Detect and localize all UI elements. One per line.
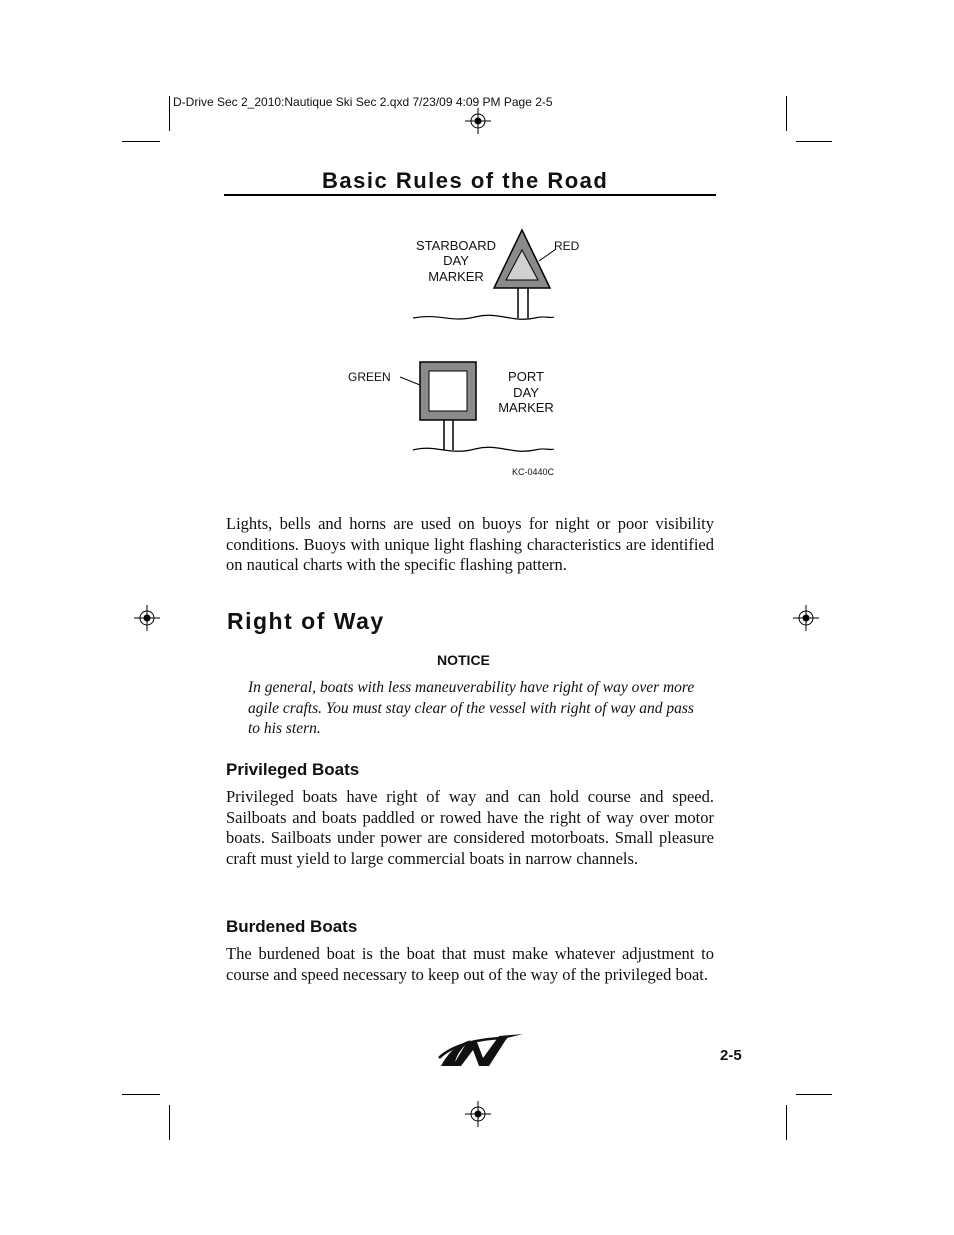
crop-mark xyxy=(796,1094,832,1095)
page-number: 2-5 xyxy=(720,1047,742,1064)
port-square-inner xyxy=(429,371,467,411)
burdened-boats-heading: Burdened Boats xyxy=(226,917,358,936)
privileged-boats-heading: Privileged Boats xyxy=(226,760,360,779)
nautique-logo-icon xyxy=(437,1032,525,1070)
crop-mark xyxy=(122,141,160,142)
figure-code: KC-0440C xyxy=(512,467,555,477)
registration-mark-icon xyxy=(463,106,493,136)
notice-label: NOTICE xyxy=(437,652,490,668)
right-of-way-heading: Right of Way xyxy=(227,608,385,634)
registration-mark-icon xyxy=(463,1099,493,1129)
privileged-boats-paragraph: Privileged boats have right of way and can hold course and speed. Sailboats and boats paddled or rowed have the right of way over motor boats. Sailboats under power are considered motorboats. Small pleasure craft must yield to large commercial boats in narrow channels. xyxy=(226,787,714,868)
burdened-boats-paragraph: The burdened boat is the boat that must make whatever adjustment to course and speed necessary to keep out of the way of the privileged boat. xyxy=(226,944,714,984)
crop-mark xyxy=(786,1105,787,1140)
water-line xyxy=(413,315,554,319)
starboard-label-line2: DAY xyxy=(443,253,469,268)
port-label-line1: PORT xyxy=(508,369,544,384)
crop-mark xyxy=(786,96,787,131)
crop-mark xyxy=(796,141,832,142)
print-slug-line: D-Drive Sec 2_2010:Nautique Ski Sec 2.qxd 7/23/09 4:09 PM Page 2-5 xyxy=(173,95,553,109)
port-label-line2: DAY xyxy=(513,385,539,400)
port-label-line3: MARKER xyxy=(498,400,554,415)
registration-mark-icon xyxy=(791,603,821,633)
water-line xyxy=(413,447,554,451)
red-label: RED xyxy=(554,239,580,253)
intro-paragraph: Lights, bells and horns are used on buoys for night or poor visibility conditions. Buoys with unique light flashing characteristics are identified on nautical charts with the specific flashing pattern. xyxy=(226,514,714,574)
registration-mark-icon xyxy=(132,603,162,633)
notice-text: In general, boats with less maneuverability have right of way over more agile crafts. You must stay clear of the vessel with right of way and pass to his stern. xyxy=(248,679,695,737)
green-label: GREEN xyxy=(348,370,391,384)
title-rule xyxy=(224,194,716,196)
crop-mark xyxy=(169,1105,170,1140)
starboard-label-line3: MARKER xyxy=(428,269,484,284)
section-title: Basic Rules of the Road xyxy=(322,168,609,193)
day-marker-diagram xyxy=(340,225,600,485)
crop-mark xyxy=(122,1094,160,1095)
crop-mark xyxy=(169,96,170,131)
starboard-label-line1: STARBOARD xyxy=(416,238,496,253)
